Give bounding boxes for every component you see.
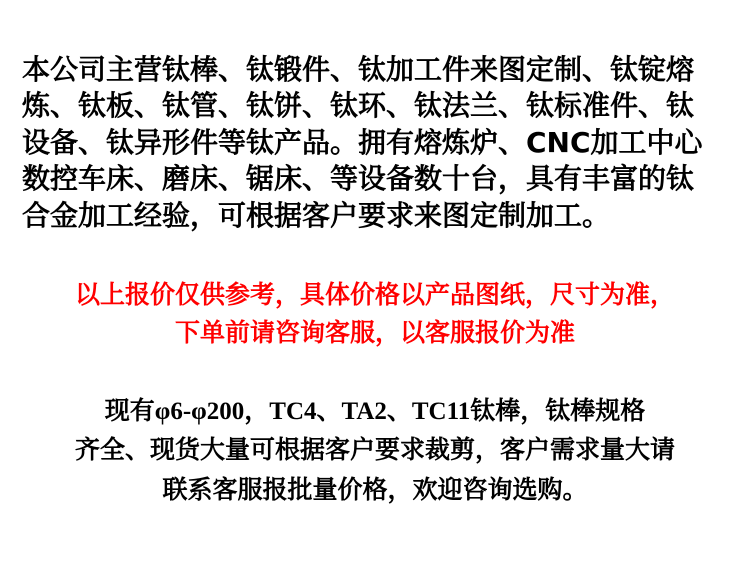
notice-line-2: 下单前请咨询客服，以客服报价为准 [174, 317, 575, 347]
stock-line-1: 现有φ6-φ200，TC4、TA2、TC11钛棒，钛棒规格 [104, 397, 646, 425]
notice-line-1: 以上报价仅供参考，具体价格以产品图纸，尺寸为准， [74, 279, 675, 309]
stock-info-block [22, 392, 728, 511]
stock-line-3: 联系客服报批量价格，欢迎咨询选购。 [162, 476, 588, 504]
price-notice-block [22, 276, 728, 352]
company-intro-block [22, 52, 728, 234]
intro-line-5: 合金加工经验，可根据客户要求来图定制加工。 [22, 198, 611, 232]
intro-line-1: 本公司主营钛棒、钛锻件、钛加工件来图定制、钛锭熔 [22, 53, 695, 86]
intro-line-3: 设备、钛异形件等钛产品。拥有熔炼炉、CNC加工中心 [22, 125, 703, 159]
intro-line-4: 数控车床、磨床、锯床、等设备数十台，具有丰富的钛 [22, 162, 695, 196]
stock-line-2: 齐全、现货大量可根据客户要求裁剪，客户需求量大请 [74, 437, 675, 465]
intro-line-2: 炼、钛板、钛管、钛饼、钛环、钛法兰、钛标准件、钛 [22, 89, 695, 123]
